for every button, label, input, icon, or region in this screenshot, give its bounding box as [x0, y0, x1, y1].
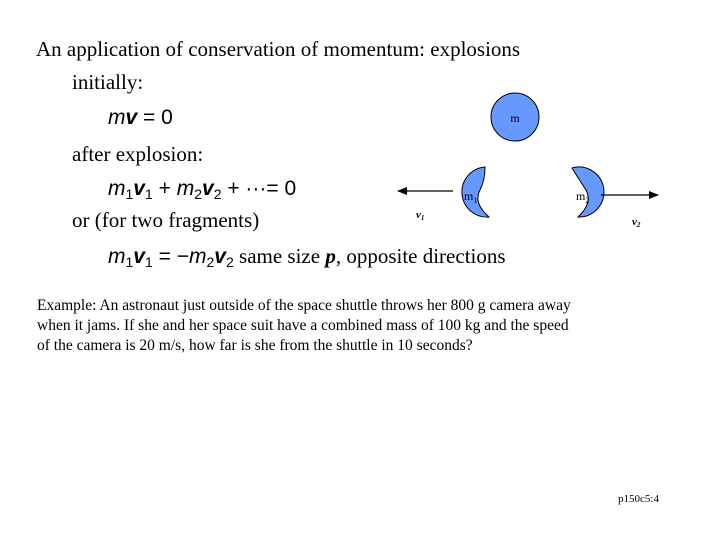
equation-two-fragments: $m_1v_1 = -m_2v_2$ same size p, opposite directions: [108, 244, 506, 270]
example-problem: Example: An astronaut just outside of the space shuttle throws her 800 g camera away when it jams. If she and her space suit have a combined mass of 100 kg and the speed of the camera is 20 m/s, how far is she from the shuttle in 10 seconds?: [37, 297, 571, 354]
two-fragments-label: or (for two fragments): [72, 208, 260, 232]
equation-after: $m_1v_1 + m_2v_2$ + ···= 0: [108, 177, 297, 202]
slide-title: An application of conservation of momentum: explosions: [36, 37, 521, 61]
whole-mass-label: m: [510, 111, 520, 125]
initially-label: initially:: [72, 70, 144, 94]
equation-initial: mv = 0: [108, 106, 173, 129]
velocity-1-label: v1: [416, 209, 425, 222]
fragment-1-label: $m_1$: [464, 189, 478, 205]
slide-footer: p150c5:4: [618, 493, 659, 505]
velocity-2-label: v2: [632, 216, 641, 229]
after-explosion-label: after explosion:: [72, 142, 204, 166]
fragment-2-label: $m_2$: [576, 189, 590, 205]
